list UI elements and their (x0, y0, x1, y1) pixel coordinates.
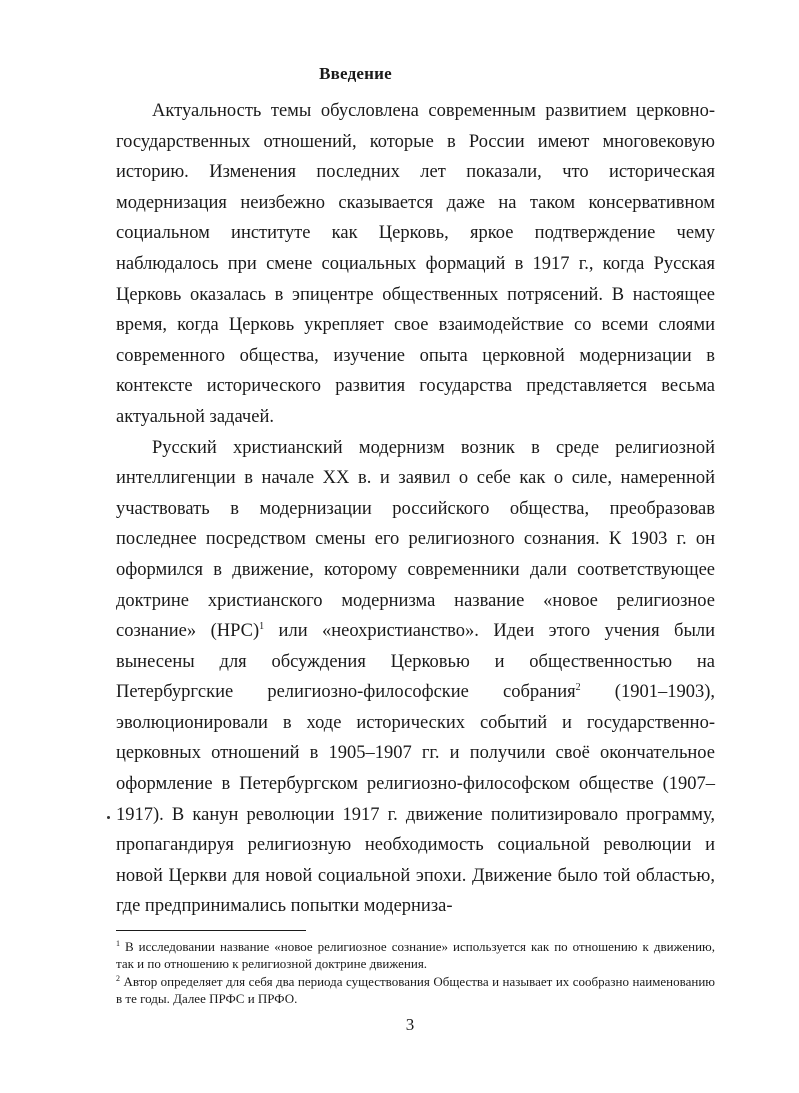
paragraph-modernism-part3: (1901–1903), эволюционировали в ходе исторических событий и государственно-церковных отношений в 1905–1907 гг. и получили своё окончательное оформление в Петербургском религиозно-философском обществе (1907–1917). В канун революции 1917 г. движение политизировало программу, пропагандируя религиозную необходимость социальной революции и новой Церкви для новой социальной эпохи. Движение было той областью, где предпринимались попытки модерниза- (116, 682, 715, 917)
paragraph-relevance: Актуальность темы обусловлена современным развитием церковно-государственных отношений, которые в России имеют многовековую историю. Изменения последних лет показали, что историческая модернизация неизбежно сказывается даже на таком консервативном социальном институте как Церковь, яркое подтверждение чему наблюдалось при смене социальных формаций в 1917 г., когда Русская Церковь оказалась в эпицентре общественных потрясений. В настоящее время, когда Церковь укрепляет свое взаимодействие со всеми слоями современного общества, изучение опыта церковной модернизации в контексте исторического развития государства представляется весьма актуальной задачей. (116, 101, 715, 427)
footnote-2-number: 2 (116, 973, 120, 983)
page-number: 3 (405, 1015, 415, 1034)
footnote-divider (116, 930, 306, 931)
footnote-2-text: Автор определяет для себя два периода существования Общества и называет их сообразно наименованию в те годы. Далее ПРФС и ПРФО. (116, 973, 715, 1006)
scan-speck (107, 816, 110, 819)
footnotes (116, 938, 715, 1007)
footnote-1 (116, 938, 715, 973)
footnote-1-text: В исследовании название «новое религиозное сознание» используется как по отношению к движению, так и по отношению к религиозной доктрине движения. (116, 939, 715, 972)
footnote-1-number: 1 (116, 939, 120, 948)
paragraph-modernism (116, 433, 715, 923)
paragraph-modernism-part1: Русский христианский модернизм возник в среде религиозной интеллигенции в начале XX в. и заявил о себе как о силе, намеренной участвовать в модернизации российского общества, преобразовав последнее посредством смены его религиозного сознания. К 1903 г. он оформился в движение, которому современники дали соответствующее доктрине христианского модернизма название «новое религиозное сознание» (НРС) (116, 437, 715, 642)
footnote-ref-2: 2 (575, 682, 581, 694)
section-heading: Введение (319, 64, 392, 83)
footnote-2 (116, 973, 715, 1008)
paragraph-modernism-part2: или «неохристианство». Идеи этого учения были вынесены для обсуждения Церковью и общественностью на Петербургские религиозно-философские собрания (116, 621, 716, 703)
body-text (116, 96, 715, 922)
footnote-ref-1: 1 (259, 621, 265, 633)
